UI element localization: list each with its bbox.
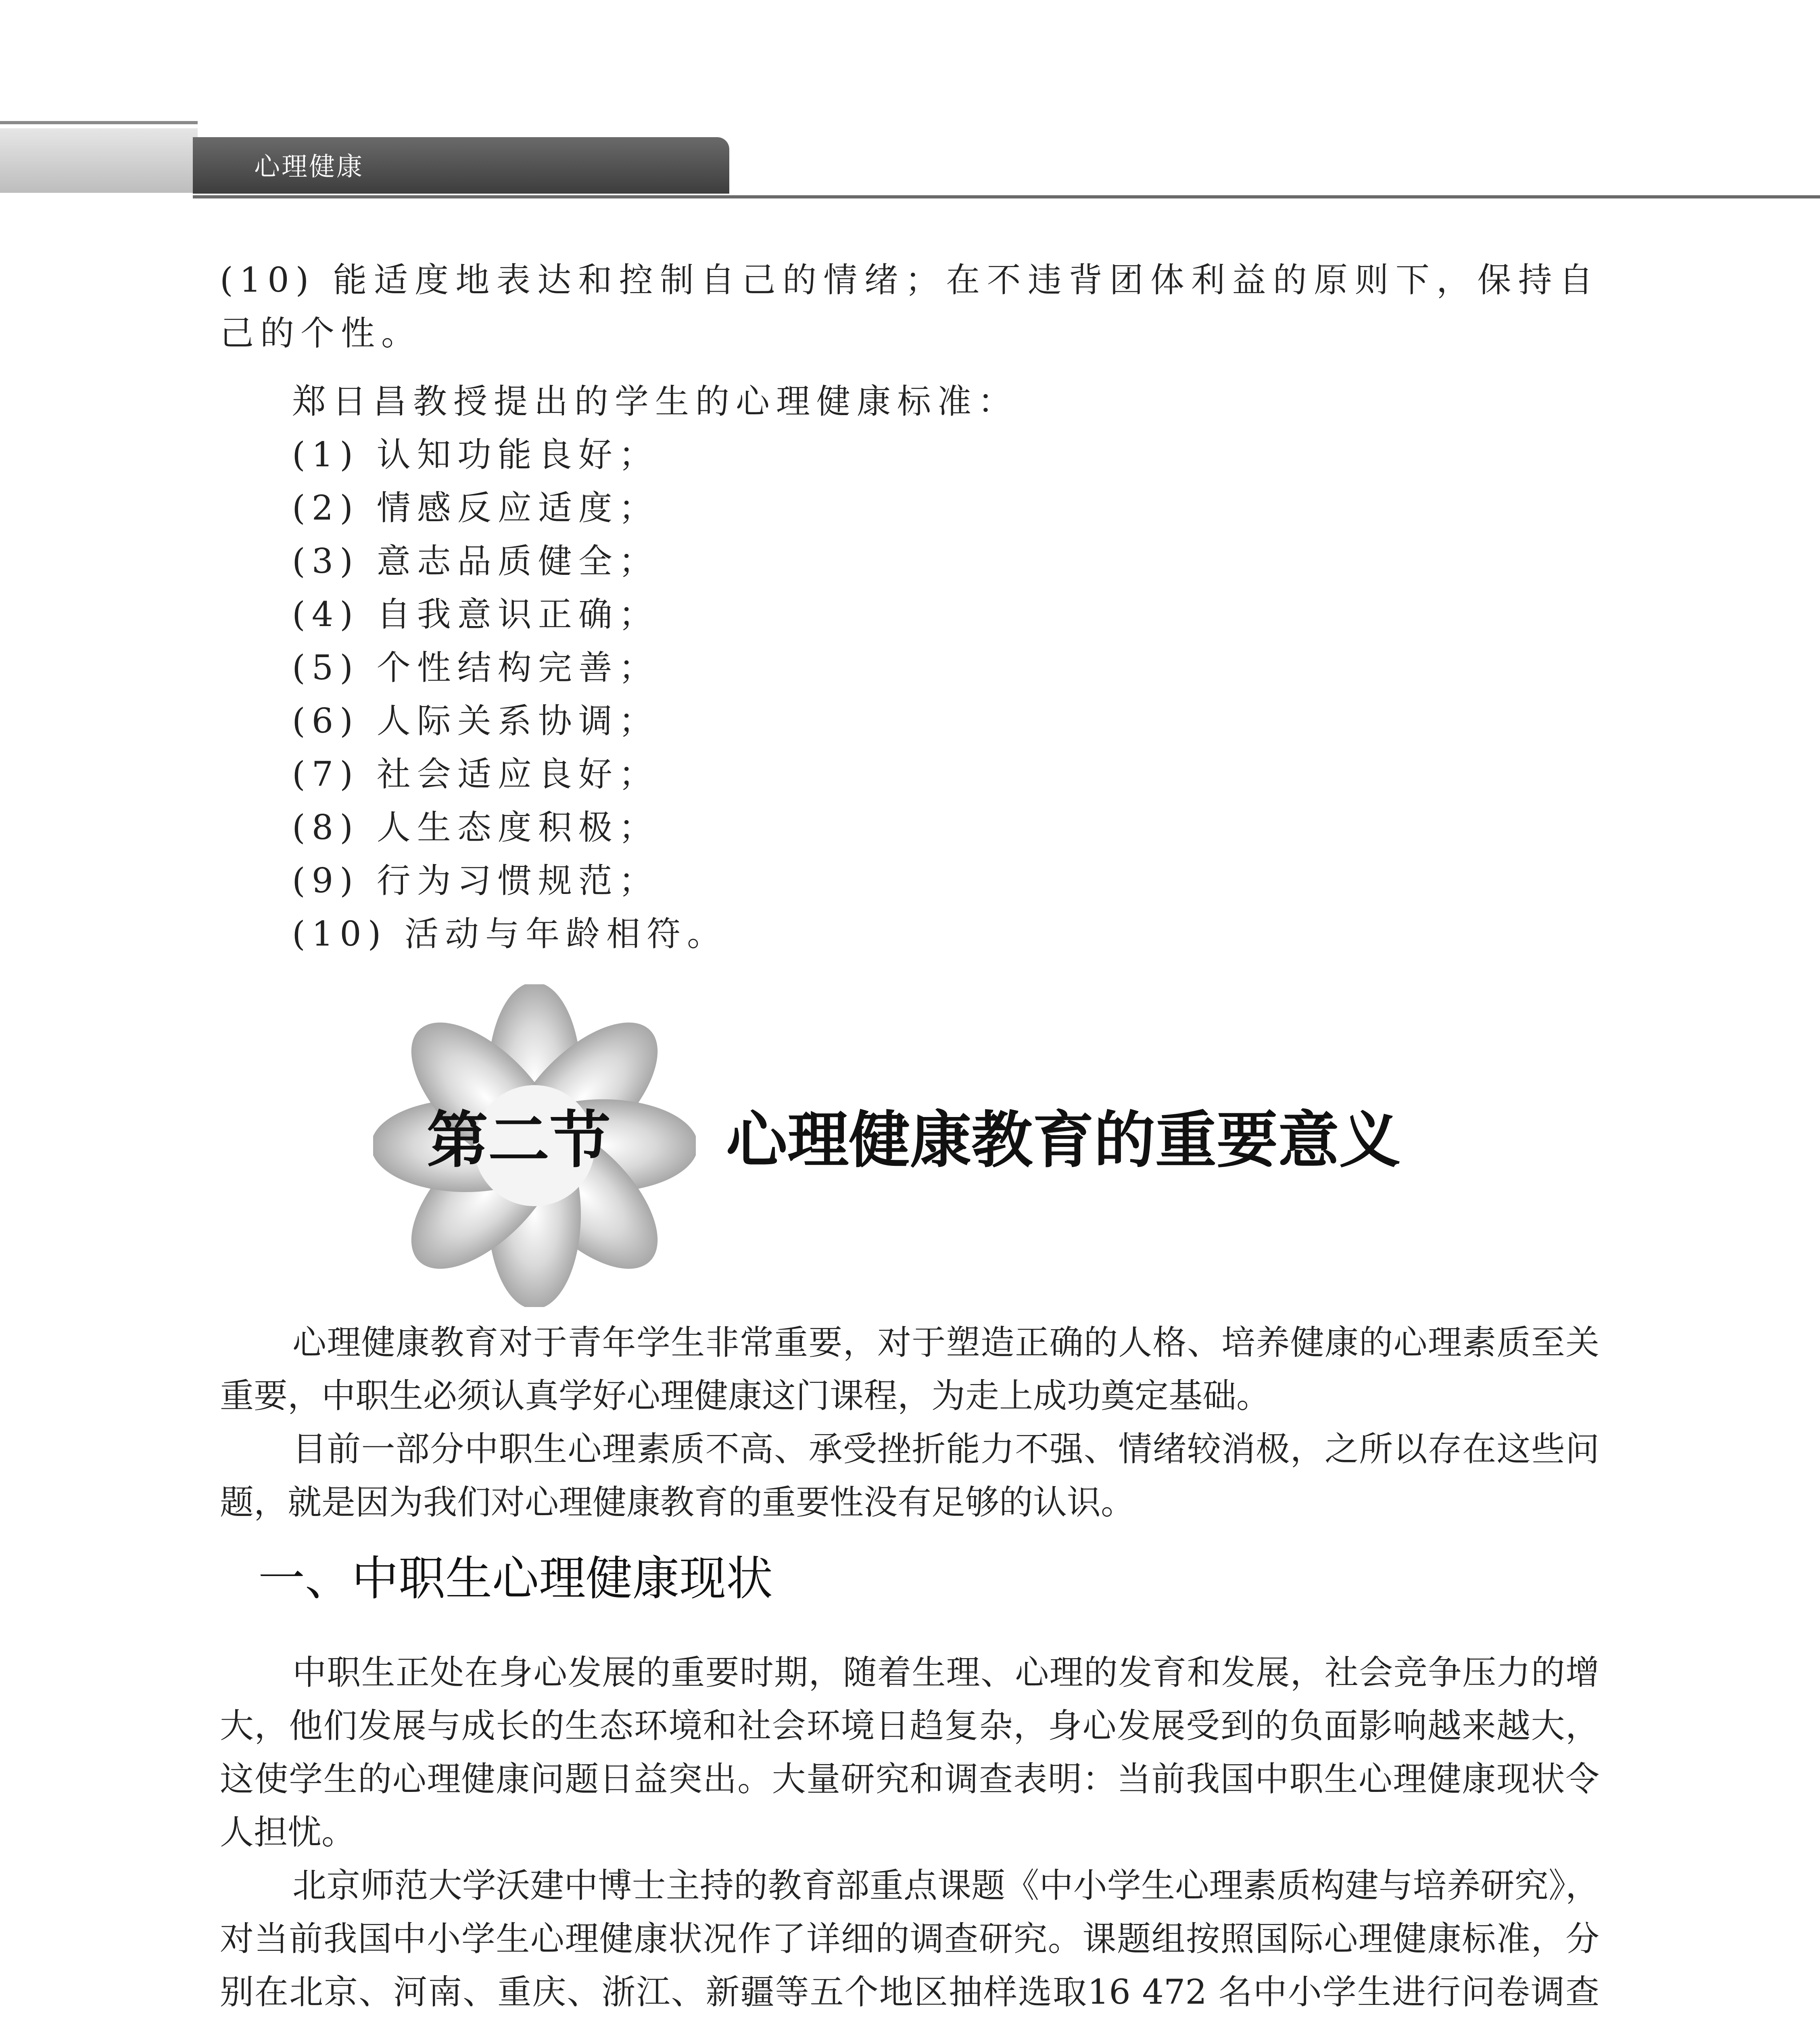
list-item: (9) 行为习惯规范；: [292, 861, 659, 900]
subheading: 一、中职生心理健康现状: [258, 1551, 773, 1606]
body-paragraph: 北京师范大学沃建中博士主持的教育部重点课题《中小学生心理素质构建与培养研究》，对当前我国中小学生心理健康状况作了详细的调查研究。课题组按照国际心理健康标准，分别在北京、河南、重庆、浙江、新疆等五个地区抽样选取16 472 名中小学生进行问卷调查: [220, 1866, 1599, 2012]
list-item: (5) 个性结构完善；: [292, 648, 659, 687]
section-paragraph: 目前一部分中职生心理素质不高、承受挫折能力不强、情绪较消极，之所以存在这些问题，就是因为我们对心理健康教育的重要性没有足够的认识。: [220, 1429, 1599, 1522]
list-item: (7) 社会适应良好；: [292, 754, 659, 794]
list-item: (10) 活动与年龄相符。: [292, 914, 728, 954]
body-paragraph: 中职生正处在身心发展的重要时期，随着生理、心理的发育和发展，社会竞争压力的增大，他们发展与成长的生态环境和社会环境日趋复杂，身心发展受到的负面影响越来越大，这使学生的心理健康问题日益突出。大量研究和调查表明：当前我国中职生心理健康现状令人担忧。: [220, 1653, 1599, 1852]
list-item: (1) 认知功能良好；: [292, 435, 659, 474]
section-number: 第二节: [427, 1105, 611, 1176]
header-rule: [193, 195, 1820, 198]
list-item: (8) 人生态度积极；: [292, 808, 659, 847]
running-head-title: 心理健康: [254, 152, 364, 182]
standard-item-10-paragraph: (10) 能适度地表达和控制自己的情绪；在不违背团体利益的原则下，保持自己的个性。: [220, 260, 1599, 353]
zheng-heading: 郑日昌教授提出的学生的心理健康标准：: [292, 382, 1019, 421]
header-top-line: [0, 121, 198, 124]
list-item: (2) 情感反应适度；: [292, 488, 659, 528]
section-paragraph: 心理健康教育对于青年学生非常重要，对于塑造正确的人格、培养健康的心理素质至关重要，中职生必须认真学好心理健康这门课程，为走上成功奠定基础。: [220, 1323, 1599, 1416]
list-item: (6) 人际关系协调；: [292, 701, 659, 741]
section-title: 心理健康教育的重要意义: [726, 1105, 1400, 1176]
list-item: (4) 自我意识正确；: [292, 595, 659, 634]
list-item: (3) 意志品质健全；: [292, 541, 659, 581]
header-left-block: [0, 128, 198, 193]
